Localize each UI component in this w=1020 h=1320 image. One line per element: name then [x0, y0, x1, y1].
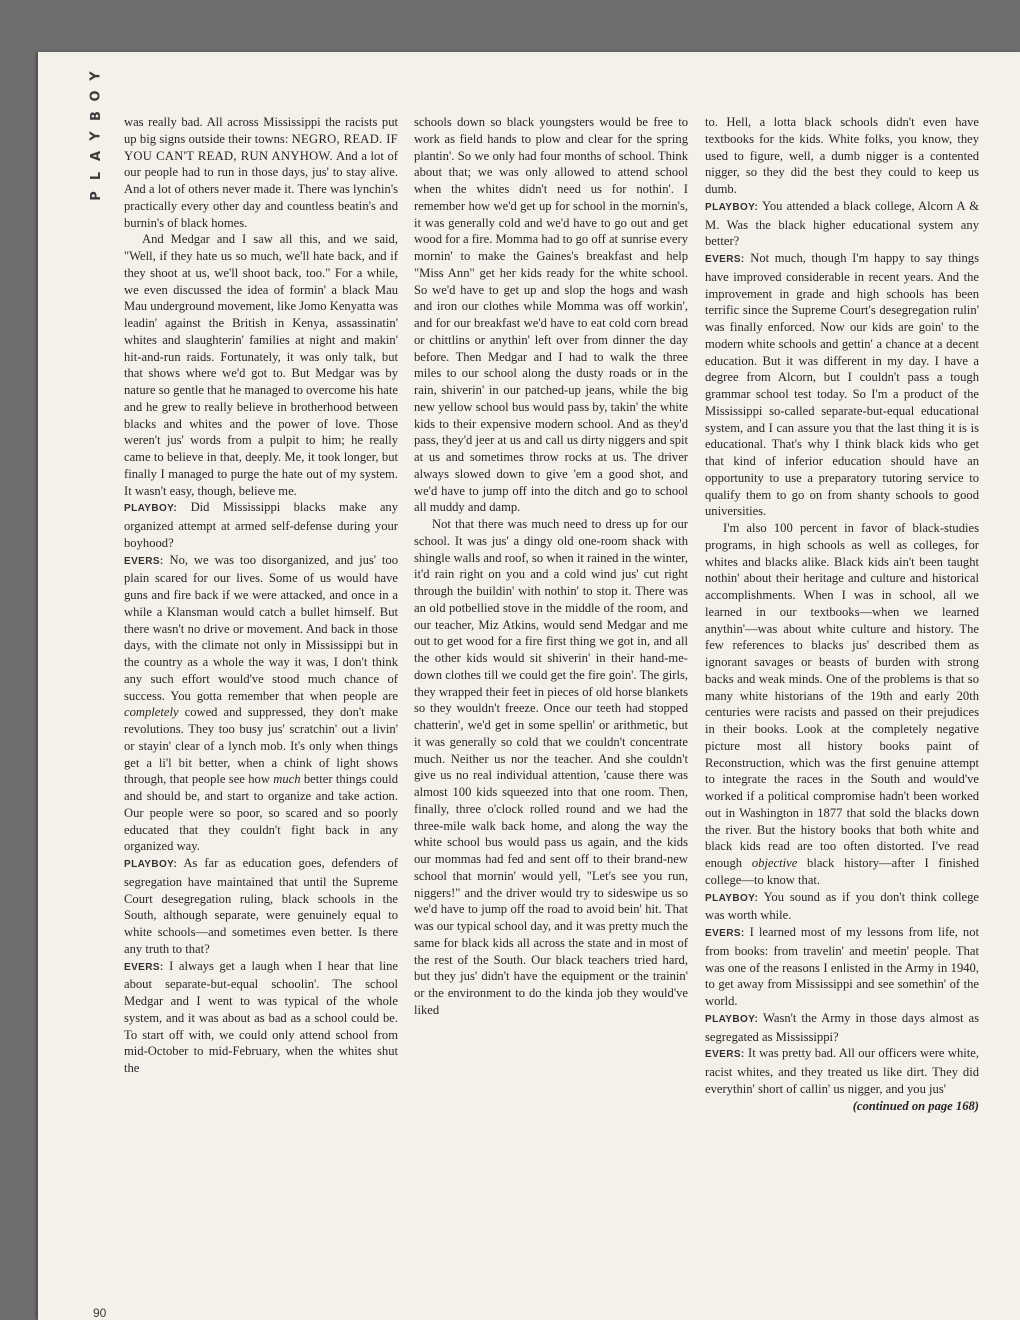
emphasis: objective [751, 856, 798, 870]
paragraph [414, 114, 688, 516]
text: As far as education goes, defenders of segregation have maintained that until the Supreme Court desegregation ruling, black schools in the South, although separate, were genuinely equal to white schools—and sometimes even better. Is there any truth to that? [124, 856, 398, 956]
text: black history—after I finished college—to know that. [705, 856, 979, 887]
masthead-letter: P [89, 191, 104, 201]
masthead-letter: A [89, 150, 104, 162]
text: I always get a laugh when I hear that line about separate-but-equal schoolin'. The school Medgar and I went to was typical of the whole system, and it was about as bad as a school could be. To start off with, we could only attend school from mid-October to mid-February, when the whites shut the [124, 958, 398, 1075]
text: It was pretty bad. All our officers were white, racist whites, and they treated us like dirt. They did everythin' short of callin' us nigger, and you jus' [705, 1046, 979, 1096]
text: I'm also 100 percent in favor of black-studies programs, in high schools as well as colleges, for whites and blacks alike. Black kids ain't been taught nothin' about their heritage and culture and historical accomplishments. When I was in school, all we learned in our textbooks—when we learned anythin'—was about white culture and history. The few references to blacks jus' described them as ignorant savages or beasts of burden with strong backs and weak minds. One of the problems is that so many white historians of the 19th and early 20th centuries were racists and passed on their prejudices in their books. Look at the completely negative picture most all history books paint of Reconstruction, which was the first genuine attempt to integrate the races in the South and would've worked if a political compromise hadn't been worked out in Washington in 1877 that sold the blacks down the river. But the history books that both white and black kids read are too often distorted. I've read enough [705, 521, 979, 870]
text: better things could and should be, and start to organize and take action. Our people were so poor, so scared and so poorly educated that they couldn't fight back in any organized way. [124, 772, 398, 854]
question [124, 499, 398, 551]
masthead-letter: O [89, 90, 104, 102]
text: Did Mississippi blacks make any organized attempt at armed self-defense during your boyhood? [124, 500, 398, 550]
speaker-label: PLAYBOY: [705, 1013, 759, 1025]
text: cowed and suppressed, they don't make revolutions. They too busy jus' scratchin' out a livin' or stayin' clear of a lynch mob. It's only when things get a li'l bit better, when a chink of light shows through, that people see how [124, 705, 398, 787]
column-2 [414, 114, 688, 1019]
page-number: 90 [93, 1306, 107, 1320]
column-3 [705, 114, 979, 1114]
magazine-page [38, 52, 1020, 1320]
text: I learned most of my lessons from life, not from books: from travelin' and meetin' people. That was one of the reasons I enlisted in the Army in 1940, to get away from Mississippi and see somethin' of the world. [705, 925, 979, 1008]
answer [124, 958, 398, 1077]
emphasis: much [273, 772, 301, 787]
paragraph [705, 520, 979, 889]
speaker-label: EVERS: [705, 928, 745, 939]
speaker-label: EVERS: [705, 254, 745, 265]
column-1 [124, 114, 398, 1077]
masthead-letter: L [88, 171, 104, 181]
masthead-letter: Y [88, 71, 104, 81]
text: And Medgar and I saw all this, and we said, "Well, if they hate us so much, we'll hate back, and if they shoot at us, we'll shoot back, too." For a while, we even discussed the idea of formin' a black Mau Mau underground movement, like Jomo Kenyatta was leadin' against the British in Kenya, assassinatin' whites and slaughterin' families at night and makin' hit-and-run raids. Fortunately, it was only talk, but that shows where we'd got to. But Medgar was by nature so gentle that he managed to overcome his hate and he grew to really believe in brotherhood between blacks and whites and the power of love. Those weren't jus' words from a pulpit to him; he really came to believe in that, deeply. Me, it took longer, but finally I managed to purge the hate out of my system. It wasn't easy, though, believe me. [124, 232, 398, 498]
masthead-letter: Y [88, 131, 104, 141]
question [124, 855, 398, 958]
speaker-label: EVERS: [705, 1049, 745, 1061]
text: Not much, though I'm happy to say things have improved considerable in recent years. And the improvement in grade and high schools has been terrific since the Supreme Court's desegregation rulin' was finally enforced. Now our kids are goin' to the modern white schools and gettin' a chance at a decent education. But it was different in my day. I have a degree from Alcorn, but I couldn't pass a tough grammar school test today. So I'm a product of the Mississippi so-called separate-but-equal educational system, and I can assure you that the last thing it is is educational. That's why I think black kids who get that kind of inferior education should have an opportunity to use a preparatory tutoring service to qualify them to go on from shanty schools to good universities. [705, 251, 979, 519]
sign-text: NEGRO, READ. IF YOU CAN'T READ, RUN ANYHOW. [124, 131, 398, 163]
answer [705, 1045, 979, 1097]
text: was really bad. All across Mississippi the racists put up big signs outside their towns: [124, 115, 398, 146]
speaker-label: PLAYBOY: [705, 201, 759, 213]
text: to. Hell, a lotta black schools didn't even have textbooks for the kids. White folks, you know, they used to figure, well, a dumb nigger is a contented nigger, so they did the best they could to keep us dumb. [705, 115, 979, 196]
paragraph [124, 231, 398, 499]
masthead-vertical [87, 66, 113, 206]
speaker-label: EVERS: [124, 961, 164, 973]
text: Not that there was much need to dress up for our school. It was jus' a dingy old one-room shack with shingle walls and roof, so when it rained in the winter, it'd rain right on you and a cold wind jus' cut right through the buildin' with nothin' to stop it. There was an old potbellied stove in the middle of the room, and our teacher, Miz Atkins, would send Medgar and me out to get wood for a fire first thing we got in, and all the other kids would sit shiverin' in their hand-me-down clothes till we could get the fire goin'. The girls, they wrapped their feet in pieces of old horse blankets so they wouldn't freeze. Once our teeth had stopped chatterin', we'd get in some spellin' or arithmetic, but it was generally so cold that we couldn't concentrate much. Neither us nor the teacher. And she couldn't give us no real individual attention, 'cause there was almost 100 kids squeezed into that one room. Then, finally, three o'clock rolled round and we had the three-mile walk back home, and along the way the white school bus would pass us again, and the kids our mommas had fed and sent off to their brand-new school that mornin' would yell, "Let's see you run, niggers!" and the driver would try to sideswipe us so we'd have to jump off the road to avoid bein' hit. That was our typical school day, and it was pretty much the same for black kids all across the state and in most of the rest of the South. Our black teachers tried hard, but they jus' didn't have the equipment or the trainin' or the environment to do the kinda job they would've liked [414, 517, 688, 1017]
question [705, 1010, 979, 1046]
speaker-label: PLAYBOY: [705, 892, 759, 904]
answer [705, 250, 979, 520]
answer [124, 552, 398, 856]
speaker-label: PLAYBOY: [124, 503, 178, 515]
text: schools down so black youngsters would be free to work as field hands to plow and clear for the spring plantin'. So we only had four months of school. Think about that; we was only allowed to attend school when the whites didn't need us for nothin'. I remember how we'd get up for school in the mornin's, it was generally cold and we'd have to go out and get wood for a fire. Momma had to go off at sunrise every mornin' to make the Gaines's breakfast and help "Miss Ann" get her kids ready for the white school. So we'd have to get up and slop the hogs and wash and iron our clothes while Momma was off workin', and for our breakfast we'd have to eat cold corn bread or chittlins or anythin' left over from dinner the day before. Then Medgar and I had to walk the three miles to our school along the dusty roads or in the rain, shiverin' in our patched-up jeans, while the big new yellow school bus would pass by, takin' the white kids to their expensive modern school. And as they'd pass, they'd jeer at us and call us dirty niggers and spit at us and sometimes throw rocks at us. The driver always slowed down to give 'em a good shot, and we'd have to jump off into the ditch and go to school all muddy and damp. [414, 115, 688, 515]
speaker-label: PLAYBOY: [124, 859, 178, 870]
answer [705, 924, 979, 1010]
emphasis: completely [124, 705, 179, 720]
speaker-label: EVERS: [124, 555, 164, 567]
text: No, we was too disorganized, and jus' too plain scared for our lives. Some of us would have guns and fire back if we were attacked, and once in a while a Klansman would catch a bullet himself. But there wasn't no drive or movement. And back in those days, with the climate not only in Mississippi but in the country as a whole the way it was, I don't think any such effort would've stood much chance of success. You gotta remember that when people are [124, 552, 398, 703]
text: You sound as if you don't think college was worth while. [705, 889, 979, 923]
question [705, 198, 979, 250]
text: Wasn't the Army in those days almost as segregated as Mississippi? [705, 1010, 979, 1044]
paragraph [124, 114, 398, 231]
text: And a lot of our people had to run in those days, jus' to stay alive. And a lot of others never made it. There was lynchin's practically every other day and countless beatin's and burnin's of black homes. [124, 148, 399, 230]
paragraph [705, 114, 979, 198]
masthead-letter: B [88, 111, 104, 121]
paragraph [414, 516, 688, 1019]
text: You attended a black college, Alcorn A & M. Was the black higher educational system any better? [705, 198, 979, 249]
continued-note: (continued on page 168) [852, 1098, 979, 1113]
question [705, 889, 979, 925]
